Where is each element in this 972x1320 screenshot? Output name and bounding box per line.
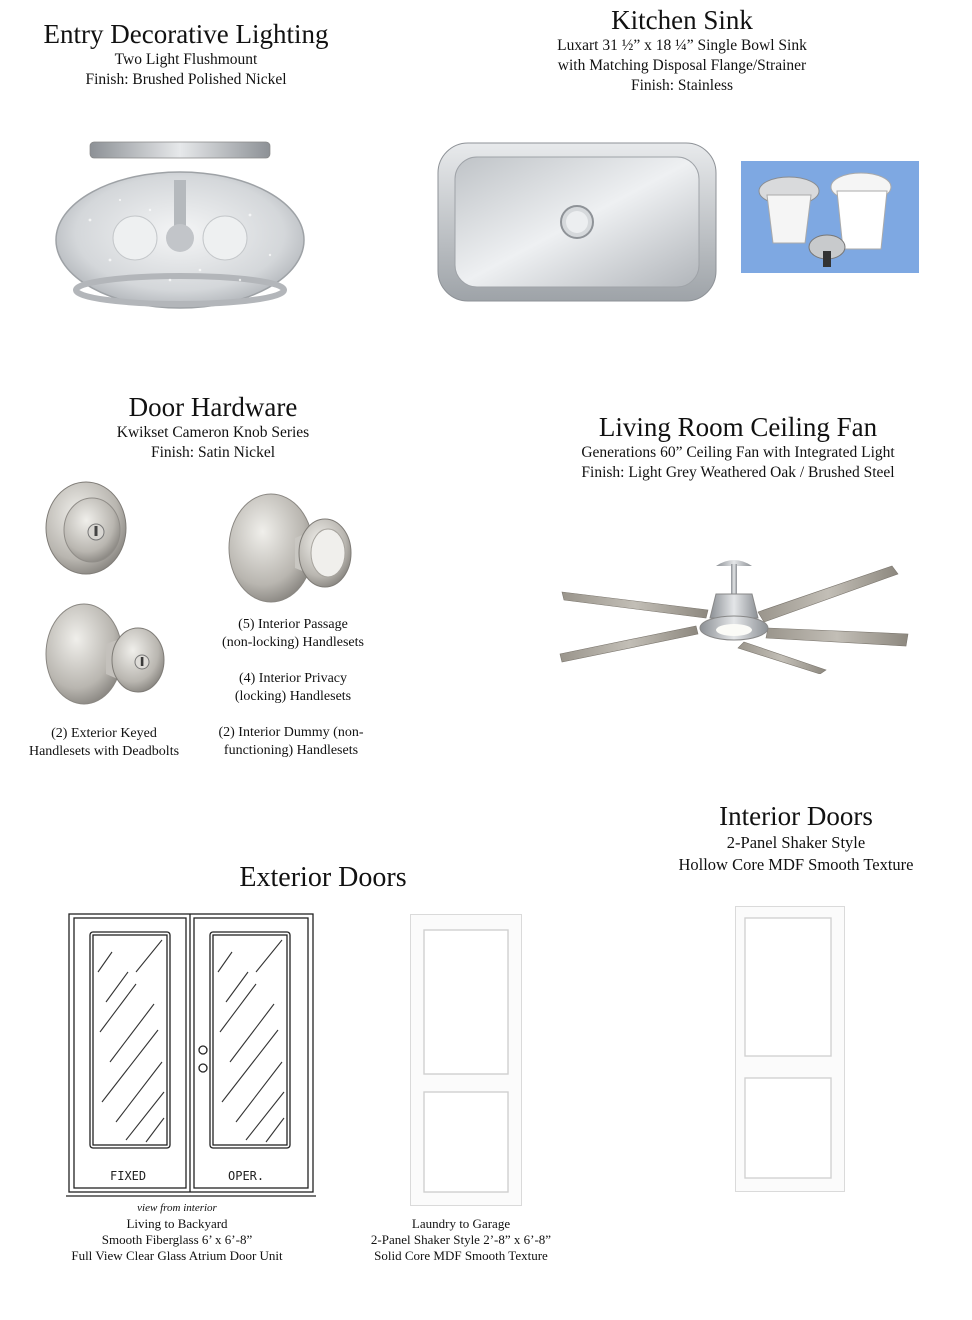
ceiling-fan-line-1: Generations 60” Ceiling Fan with Integrated Light (581, 444, 895, 461)
ceiling-fan-image (558, 552, 912, 674)
oper-label: OPER. (228, 1169, 265, 1183)
kitchen-sink-line-1: Luxart 31 ½” x 18 ¼” Single Bowl Sink (557, 37, 807, 54)
backyard-caption-line-1: Living to Backyard (126, 1216, 228, 1231)
exterior-doors-title: Exterior Doors (239, 862, 407, 893)
keyed-knob-image (42, 600, 168, 708)
kitchen-sink-line-2: with Matching Disposal Flange/Strainer (557, 57, 807, 74)
backyard-caption-line-3: Full View Clear Glass Atrium Door Unit (71, 1248, 283, 1263)
entry-lighting-line-2: Finish: Brushed Polished Nickel (85, 71, 287, 88)
passage-caption (204, 616, 382, 652)
dummy-caption-line-2: functioning) Handlesets (223, 743, 359, 758)
garage-door-caption (350, 1216, 572, 1264)
dummy-caption (200, 724, 382, 760)
garage-caption-line-3: Solid Core MDF Smooth Texture (374, 1248, 548, 1263)
backyard-door-caption (54, 1200, 300, 1264)
door-hardware-line-1: Kwikset Cameron Knob Series (116, 424, 310, 441)
kitchen-sink-line-3: Finish: Stainless (630, 77, 734, 94)
exterior-keyed-caption-line-1: (2) Exterior Keyed (51, 726, 157, 741)
kitchen-sink-title: Kitchen Sink (611, 5, 753, 35)
exterior-keyed-caption-line-2: Handlesets with Deadbolts (28, 744, 180, 759)
disposal-strainer-image (741, 161, 919, 273)
passage-caption-line-2: (non-locking) Handlesets (222, 635, 364, 650)
fixed-label: FIXED (110, 1169, 147, 1183)
interior-doors-line-1: 2-Panel Shaker Style (726, 833, 866, 852)
interior-doors-section (646, 800, 946, 876)
flushmount-light-image (50, 140, 310, 318)
interior-doors-title: Interior Doors (719, 801, 873, 831)
ceiling-fan-section (548, 411, 928, 483)
privacy-caption-line-1: (4) Interior Privacy (238, 671, 348, 686)
entry-lighting-line-1: Two Light Flushmount (114, 51, 258, 68)
garage-shaker-door-image (410, 914, 522, 1206)
single-bowl-sink-image (437, 142, 717, 302)
exterior-doors-section (200, 862, 446, 894)
door-hardware-line-2: Finish: Satin Nickel (151, 444, 275, 461)
kitchen-sink-section (522, 4, 842, 96)
door-hardware-title: Door Hardware (128, 392, 298, 422)
garage-caption-line-1: Laundry to Garage (411, 1216, 511, 1231)
exterior-keyed-caption (10, 725, 198, 761)
interior-doors-line-2: Hollow Core MDF Smooth Texture (678, 855, 914, 874)
entry-lighting-title: Entry Decorative Lighting (43, 19, 329, 49)
view-from-interior-note: view from interior (137, 1202, 217, 1214)
interior-shaker-door-image (735, 906, 845, 1192)
door-hardware-section (85, 391, 341, 463)
ceiling-fan-title: Living Room Ceiling Fan (598, 412, 878, 442)
entry-lighting-section (20, 18, 352, 90)
ceiling-fan-line-2: Finish: Light Grey Weathered Oak / Brushed Steel (581, 464, 895, 481)
dummy-caption-line-1: (2) Interior Dummy (non- (218, 725, 364, 740)
privacy-caption-line-2: (locking) Handlesets (234, 689, 352, 704)
atrium-door-drawing (66, 912, 318, 1200)
backyard-caption-line-2: Smooth Fiberglass 6’ x 6’-8” (101, 1232, 253, 1247)
passage-knob-image (225, 488, 355, 608)
passage-caption-line-1: (5) Interior Passage (238, 617, 348, 632)
garage-caption-line-2: 2-Panel Shaker Style 2’-8” x 6’-8” (370, 1232, 552, 1247)
deadbolt-image (42, 478, 134, 578)
privacy-caption (204, 670, 382, 706)
